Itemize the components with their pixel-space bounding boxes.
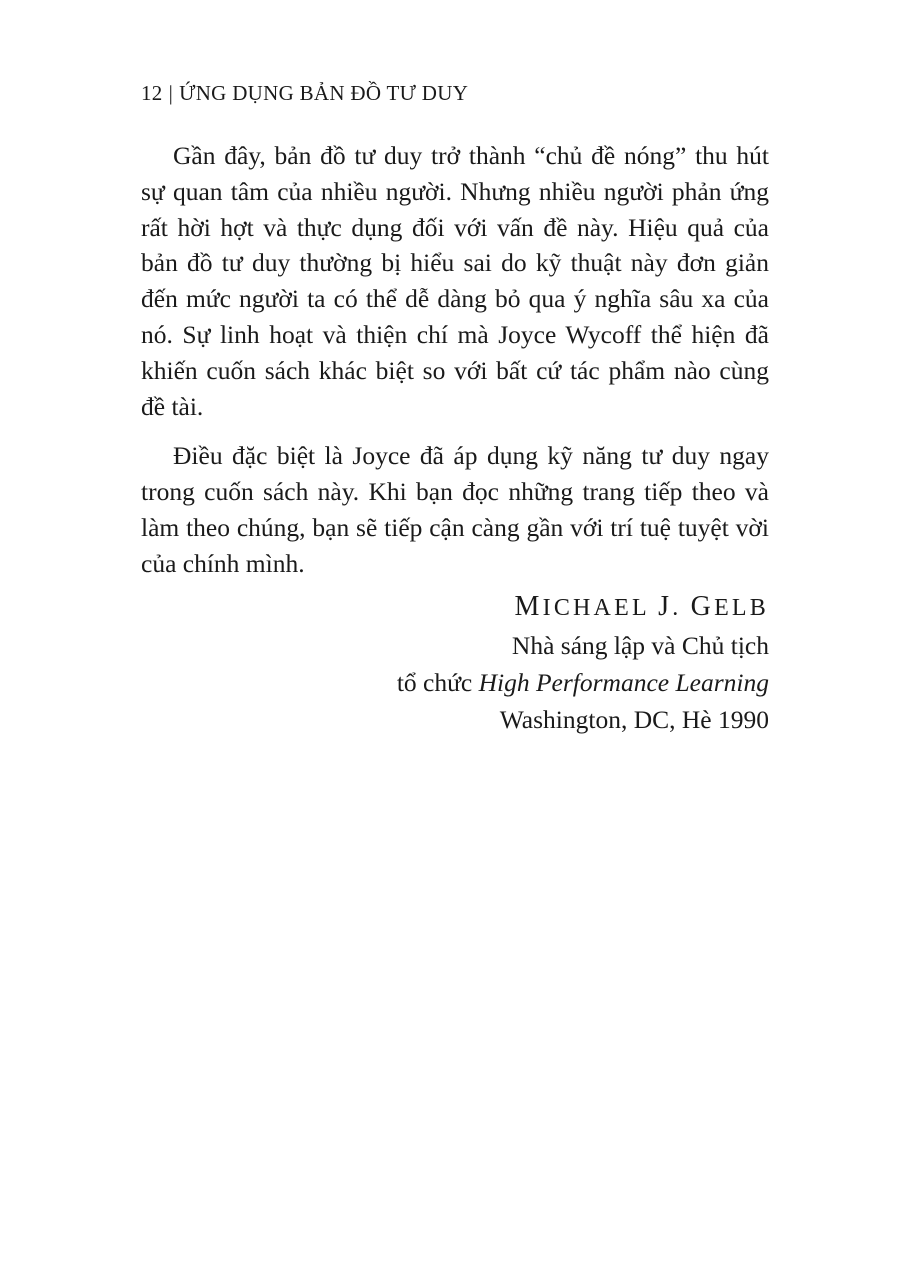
place-and-date: Washington, DC, Hè 1990 [499,705,769,734]
organization-name: High Performance Learning [478,668,769,697]
page-number: 12 [141,81,163,105]
paragraph-1: Gần đây, bản đồ tư duy trở thành “chủ đề nóng” thu hút sự quan tâm của nhiều người. Nhưng nhiều người phản ứng rất hời hợt và thực dụng đối với vấn đề này. Hiệu quả của bản đồ tư duy thường bị hiểu sai do kỹ thuật này đơn giản đến mức người ta có thể dễ dàng bỏ qua ý nghĩa sâu xa của nó. Sự linh hoạt và thiện chí mà Joyce Wycoff thể hiện đã khiến cuốn sách khác biệt so với bất cứ tác phẩm nào cùng đề tài. [141,141,769,421]
author-title: Nhà sáng lập và Chủ tịch [511,631,769,660]
signature-block [397,588,769,738]
running-title: ỨNG DỤNG BẢN ĐỒ TƯ DUY [179,81,469,105]
organization-prefix: tổ chức [396,668,473,697]
running-header [141,78,468,108]
header-separator: | [168,81,174,105]
body-text [141,138,769,582]
author-organization [397,664,769,701]
paragraph-2: Điều đặc biệt là Joyce đã áp dụng kỹ năng tư duy ngay trong cuốn sách này. Khi bạn đọc những trang tiếp theo và làm theo chúng, bạn sẽ tiếp cận càng gần với trí tuệ tuyệt vời của chính mình. [141,441,769,578]
author-name: MICHAEL J. GELB [514,591,769,622]
